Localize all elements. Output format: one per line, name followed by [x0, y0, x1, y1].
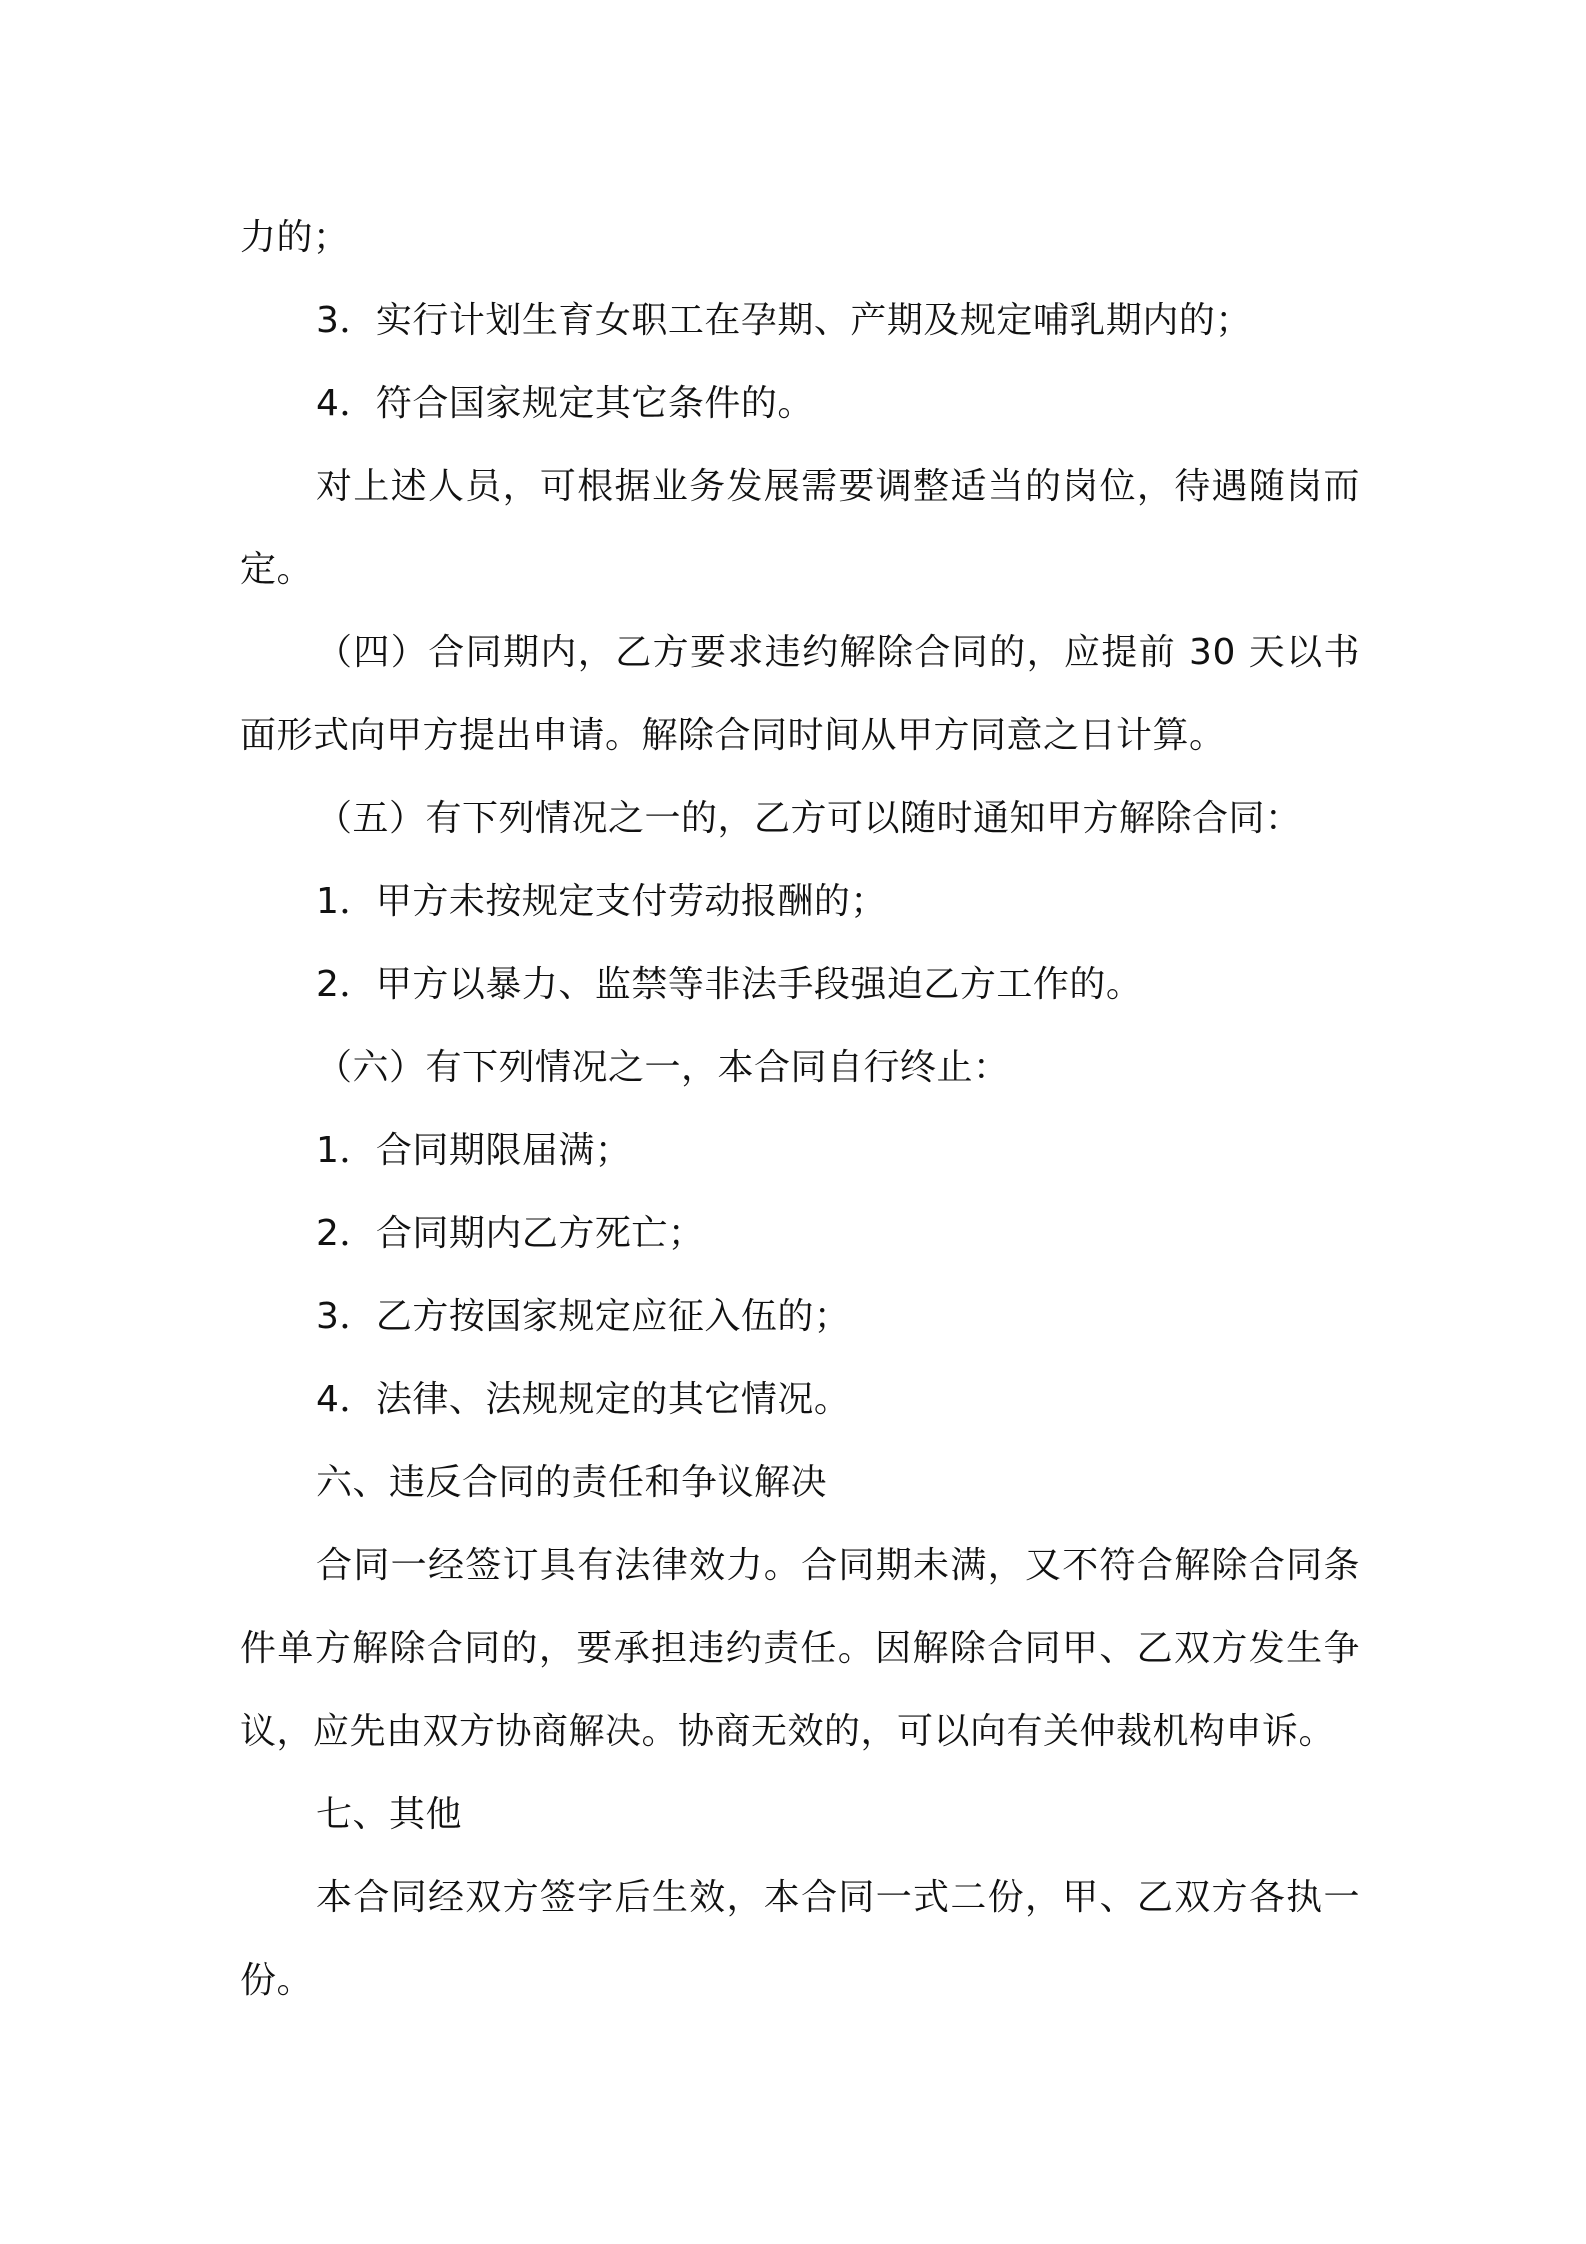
paragraph-section-6-item-2: 2．合同期内乙方死亡；: [316, 1213, 705, 1254]
paragraph-section-5-heading: （五）有下列情况之一的，乙方可以随时通知甲方解除合同：: [316, 798, 1302, 839]
paragraph-effectiveness: 本合同经双方签字后生效，本合同一式二份，甲、乙双方各执一份。: [240, 1877, 1360, 2001]
paragraph-section-6-item-4: 4．法律、法规规定的其它情况。: [316, 1379, 851, 1420]
paragraph-breach-liability: 合同一经签订具有法律效力。合同期未满，又不符合解除合同条件单方解除合同的，要承担违约责任。因解除合同甲、乙双方发生争议，应先由双方协商解决。协商无效的，可以向有关仲裁机构申诉。: [240, 1545, 1360, 1752]
paragraph-section-5-item-2: 2．甲方以暴力、监禁等非法手段强迫乙方工作的。: [316, 964, 1143, 1005]
paragraph-section-4-termination-by-b: （四）合同期内，乙方要求违约解除合同的，应提前 30 天以书面形式向甲方提出申请。解除合同时间从甲方同意之日计算。: [240, 632, 1360, 756]
heading-other: 七、其他: [316, 1794, 463, 1835]
paragraph-section-6-item-3: 3．乙方按国家规定应征入伍的；: [316, 1296, 851, 1337]
paragraph-adjust-position: 对上述人员，可根据业务发展需要调整适当的岗位，待遇随岗而定。: [240, 466, 1360, 590]
heading-breach-and-disputes: 六、违反合同的责任和争议解决: [316, 1462, 828, 1503]
paragraph-section-6-heading: （六）有下列情况之一，本合同自行终止：: [316, 1047, 1010, 1088]
paragraph-section-5-item-1: 1．甲方未按规定支付劳动报酬的；: [316, 881, 887, 922]
paragraph-continuation: 力的；: [240, 217, 350, 258]
paragraph-item-4-other-conditions: 4．符合国家规定其它条件的。: [316, 383, 814, 424]
paragraph-item-3-maternity: 3．实行计划生育女职工在孕期、产期及规定哺乳期内的；: [316, 300, 1252, 341]
document-body: [240, 196, 1360, 2022]
paragraph-section-6-item-1: 1．合同期限届满；: [316, 1130, 632, 1171]
